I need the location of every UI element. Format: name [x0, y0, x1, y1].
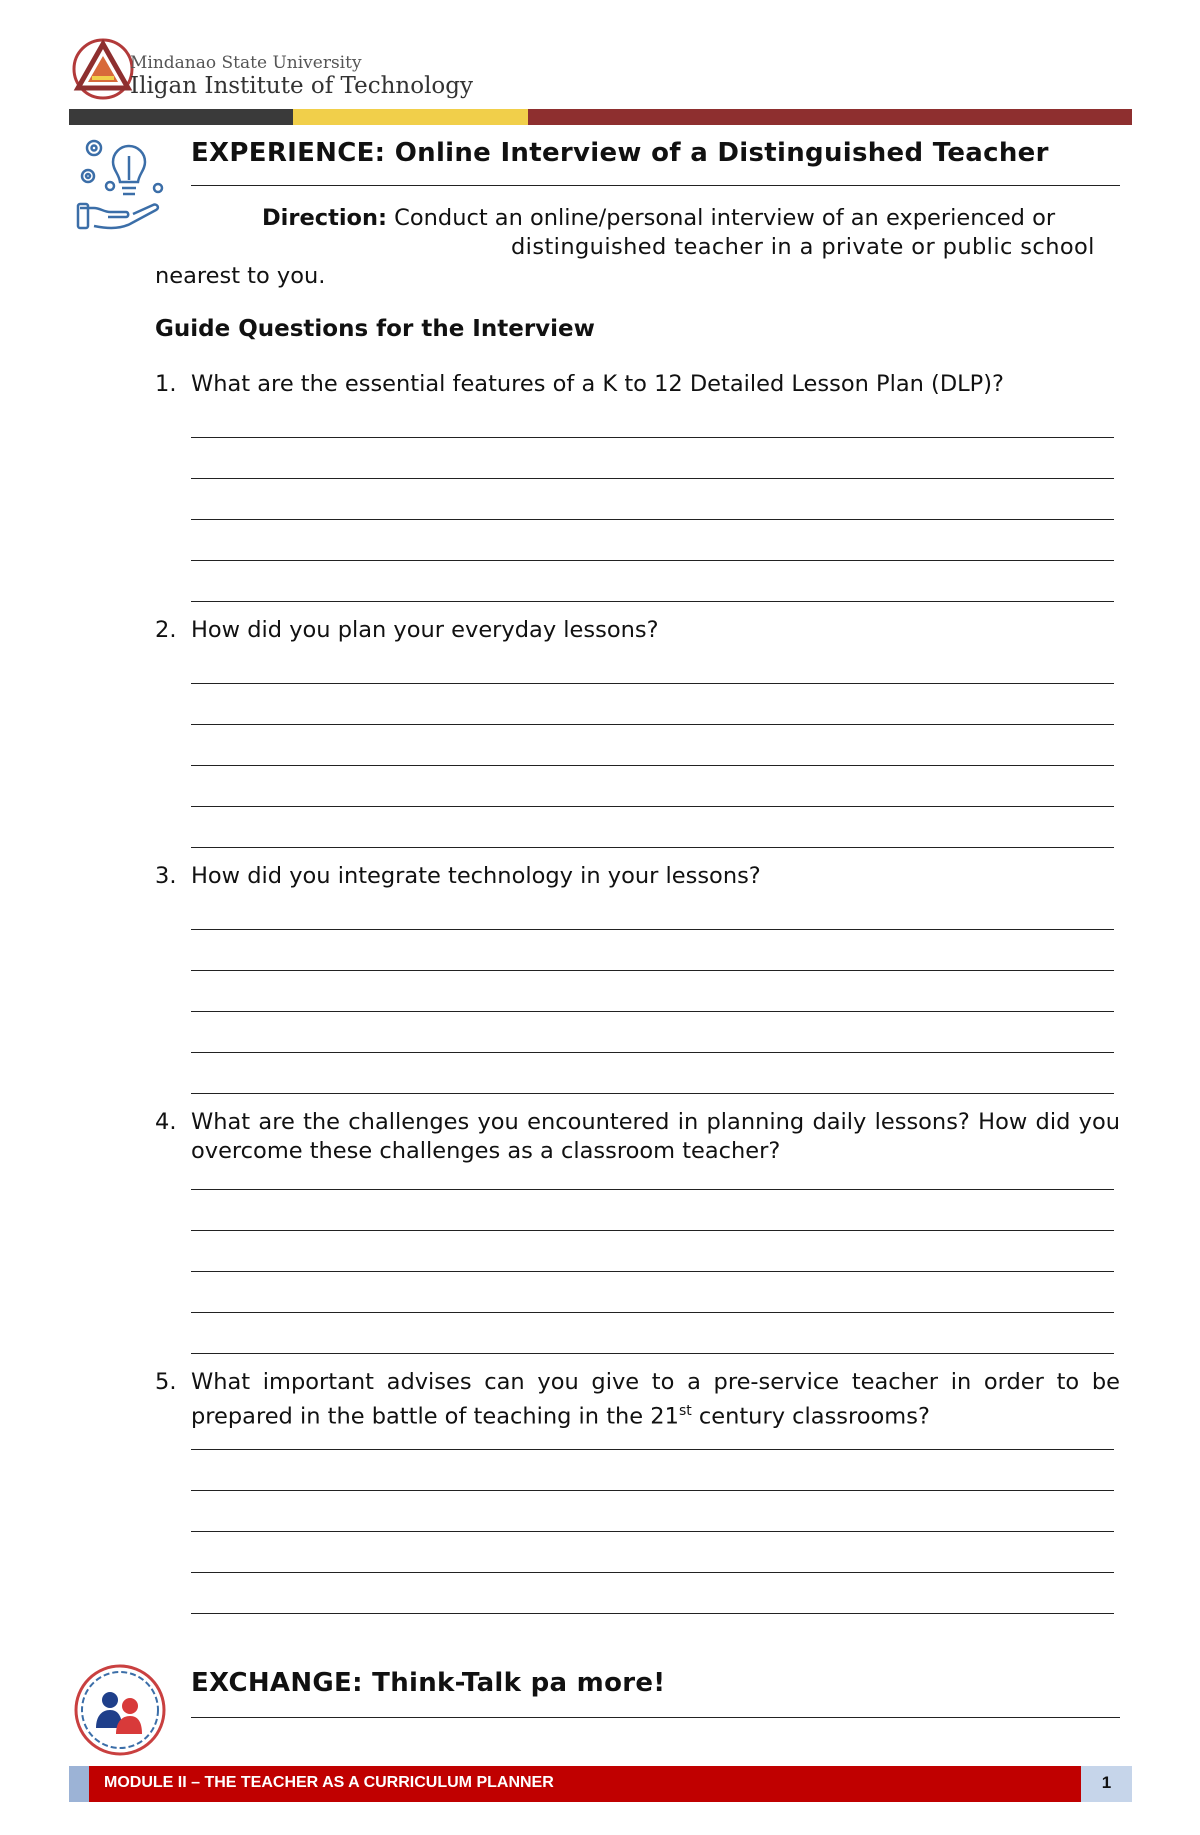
- direction-label: Direction:: [262, 205, 388, 231]
- question-text-part: What important advises can you give to a pre-service teacher in order to be prepared in the battle of teaching in the 21: [191, 1369, 1120, 1430]
- answer-line[interactable]: [191, 724, 1114, 725]
- answer-line[interactable]: [191, 478, 1114, 479]
- university-logo-icon: [72, 38, 134, 100]
- question-text: What are the essential features of a K to 12 Detailed Lesson Plan (DLP)?: [191, 371, 1004, 397]
- answer-line[interactable]: [191, 1230, 1114, 1231]
- question-number: 1.: [155, 371, 177, 397]
- answer-line[interactable]: [191, 806, 1114, 807]
- answer-line[interactable]: [191, 1572, 1114, 1573]
- answer-line[interactable]: [191, 601, 1114, 602]
- ordinal-suffix: st: [678, 1403, 692, 1419]
- answer-line[interactable]: [191, 519, 1114, 520]
- answer-line[interactable]: [191, 765, 1114, 766]
- answer-line[interactable]: [191, 1353, 1114, 1354]
- answer-line[interactable]: [191, 1093, 1114, 1094]
- question-item: [155, 862, 1120, 891]
- direction-line: [262, 204, 1055, 233]
- question-item: [155, 1368, 1120, 1432]
- direction-line: distinguished teacher in a private or public school: [511, 234, 1095, 260]
- header-band-dark: [69, 109, 293, 125]
- answer-line[interactable]: [191, 1189, 1114, 1190]
- question-item: [155, 1108, 1120, 1166]
- question-number: 4.: [155, 1109, 177, 1135]
- answer-line[interactable]: [191, 1449, 1114, 1450]
- answer-line[interactable]: [191, 560, 1114, 561]
- exchange-title: EXCHANGE: Think-Talk pa more!: [191, 1668, 666, 1698]
- header-band-gold: [293, 109, 528, 125]
- question-item: [155, 370, 1120, 399]
- direction-line: nearest to you.: [155, 263, 326, 289]
- answer-line[interactable]: [191, 1271, 1114, 1272]
- guide-heading: Guide Questions for the Interview: [155, 316, 595, 342]
- question-text: How did you integrate technology in your lessons?: [191, 863, 761, 889]
- answer-line[interactable]: [191, 970, 1114, 971]
- question-number: 5.: [155, 1369, 177, 1395]
- question-number: 3.: [155, 863, 177, 889]
- lightbulb-gears-hand-icon: [74, 136, 174, 236]
- answer-line[interactable]: [191, 1613, 1114, 1614]
- answer-line[interactable]: [191, 1531, 1114, 1532]
- answer-line[interactable]: [191, 1052, 1114, 1053]
- university-name: Mindanao State University: [130, 53, 362, 73]
- experience-title: EXPERIENCE: Online Interview of a Distinguished Teacher: [191, 138, 1049, 168]
- answer-line[interactable]: [191, 929, 1114, 930]
- answer-line[interactable]: [191, 1490, 1114, 1491]
- section-divider: [191, 1717, 1120, 1718]
- question-item: [155, 616, 1120, 645]
- people-circle-icon: [72, 1662, 168, 1758]
- institute-name: Iligan Institute of Technology: [130, 73, 473, 99]
- question-text: How did you plan your everyday lessons?: [191, 617, 659, 643]
- question-text-part: century classrooms?: [691, 1403, 930, 1430]
- question-text: [191, 1368, 1120, 1432]
- question-number: 2.: [155, 617, 177, 643]
- answer-line[interactable]: [191, 1312, 1114, 1313]
- section-divider: [191, 185, 1120, 186]
- question-text: What are the challenges you encountered in planning daily lessons? How did you overcome these challenges as a classroom teacher?: [191, 1109, 1120, 1164]
- page-number: 1: [1101, 1773, 1112, 1792]
- answer-line[interactable]: [191, 437, 1114, 438]
- answer-line[interactable]: [191, 683, 1114, 684]
- footer-accent: [69, 1766, 89, 1802]
- header-band-maroon: [528, 109, 1132, 125]
- answer-line[interactable]: [191, 847, 1114, 848]
- module-title: MODULE II – THE TEACHER AS A CURRICULUM PLANNER: [104, 1774, 554, 1791]
- answer-line[interactable]: [191, 1011, 1114, 1012]
- direction-text: Conduct an online/personal interview of an experienced or: [387, 205, 1056, 231]
